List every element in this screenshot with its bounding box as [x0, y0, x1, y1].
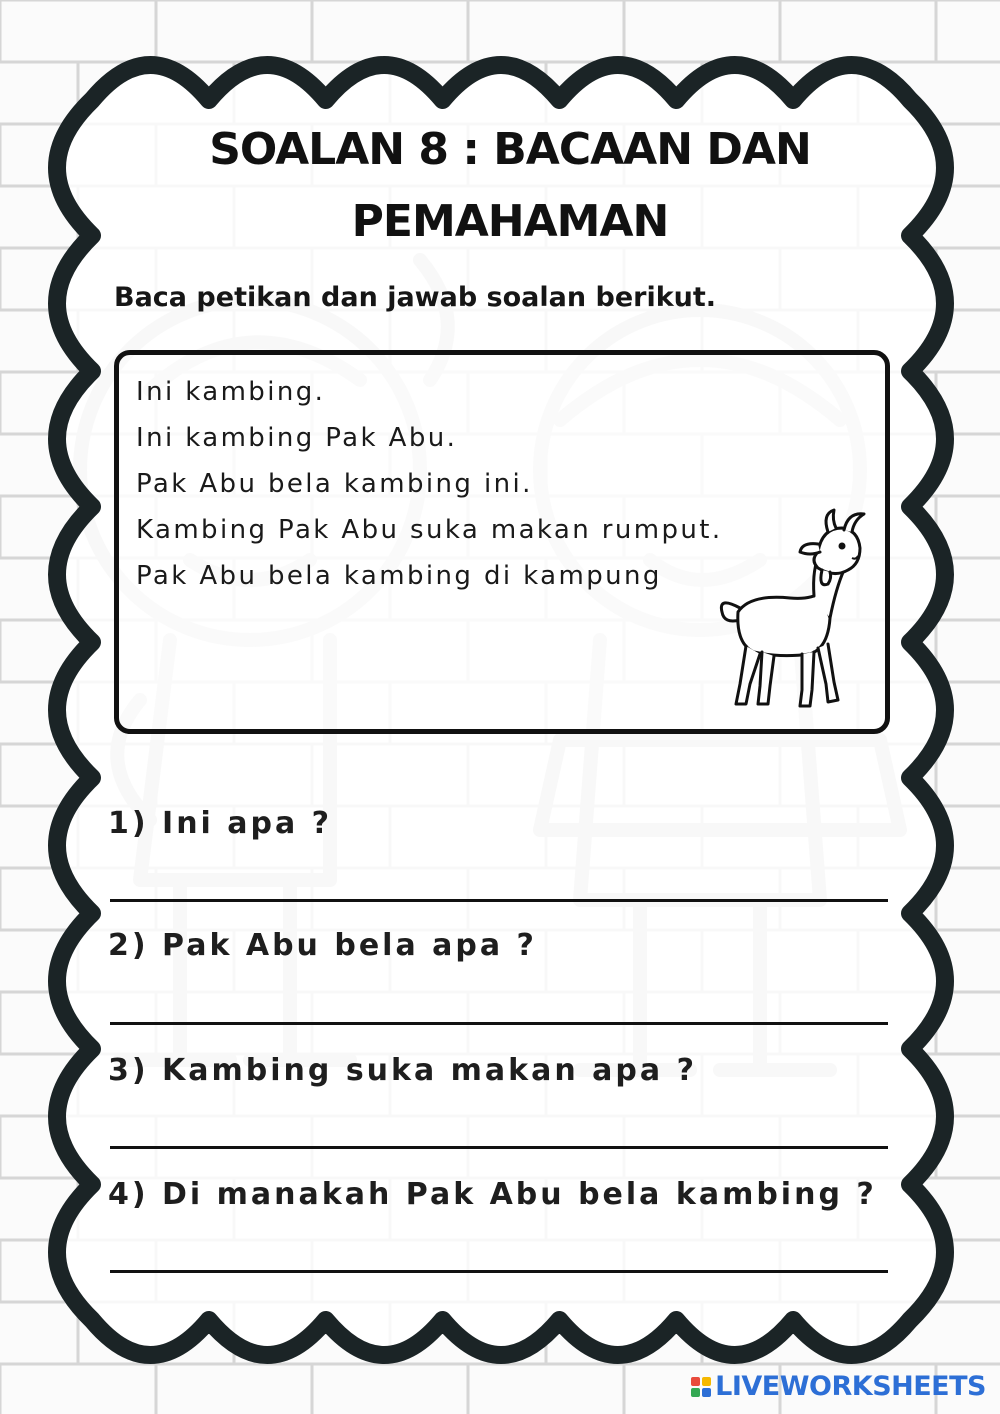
question-3: 3) Kambing suka makan apa ?: [108, 1053, 697, 1088]
liveworksheets-logo[interactable]: [691, 1371, 986, 1402]
worksheet-title-line-1: SOALAN 8 : BACAAN DAN: [209, 124, 811, 175]
goat-illustration: [710, 508, 870, 718]
answer-line-2[interactable]: [110, 1022, 888, 1025]
question-2: 2) Pak Abu bela apa ?: [108, 928, 537, 963]
liveworksheets-logo-icon: [691, 1377, 711, 1397]
question-1: 1) Ini apa ?: [108, 806, 333, 841]
answer-line-3[interactable]: [110, 1146, 888, 1149]
worksheet-title-line-2: PEMAHAMAN: [351, 196, 669, 247]
answer-line-4[interactable]: [110, 1270, 888, 1273]
instruction-text: Baca petikan dan jawab soalan berikut.: [114, 282, 717, 313]
question-4: 4) Di manakah Pak Abu bela kambing ?: [108, 1177, 877, 1212]
liveworksheets-logo-text: LIVEWORKSHEETS: [715, 1371, 986, 1402]
passage-line-4: Kambing Pak Abu suka makan rumput.: [136, 515, 723, 545]
passage-line-2: Ini kambing Pak Abu.: [136, 423, 458, 453]
passage-line-3: Pak Abu bela kambing ini.: [136, 469, 533, 499]
answer-line-1[interactable]: [110, 899, 888, 902]
passage-line-1: Ini kambing.: [136, 377, 326, 407]
passage-line-5: Pak Abu bela kambing di kampung: [136, 561, 662, 591]
